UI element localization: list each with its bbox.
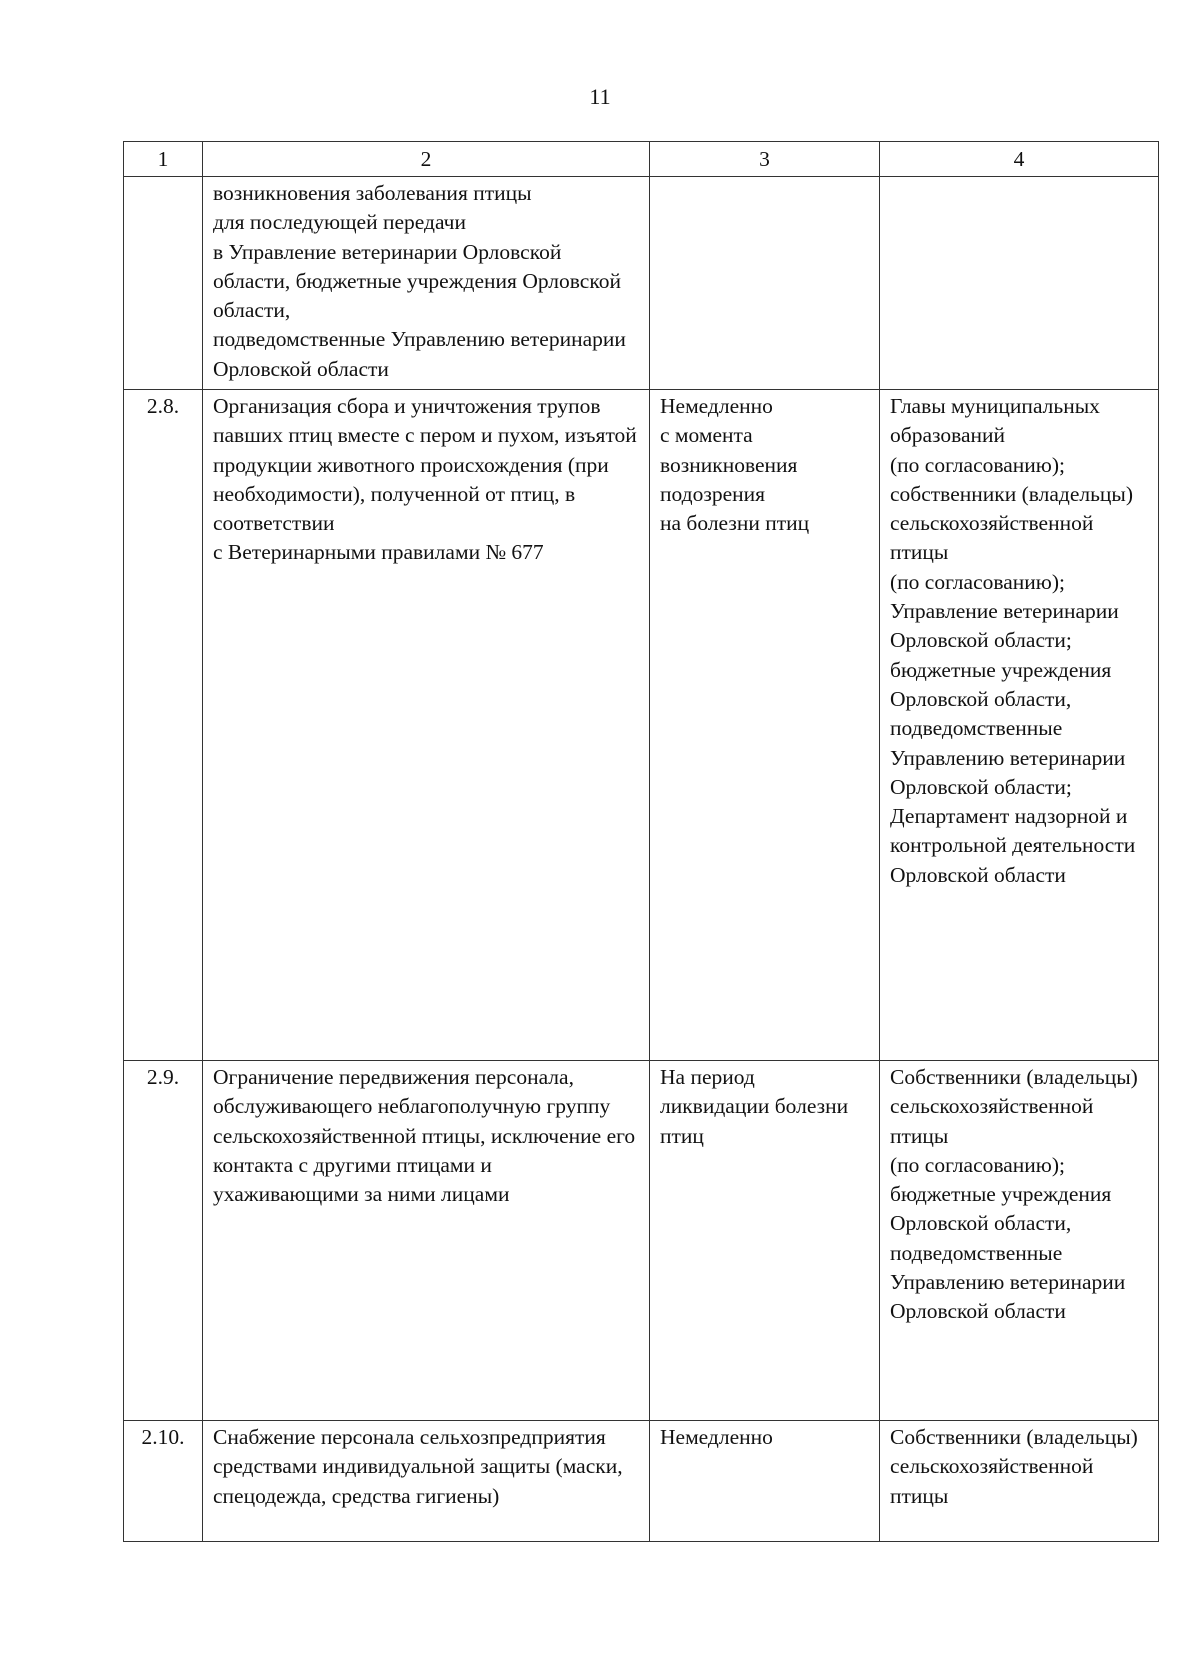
- table-row: [124, 177, 1159, 390]
- term-cell: Немедленно: [650, 1421, 880, 1542]
- row-number: [124, 177, 203, 390]
- term-cell: [650, 177, 880, 390]
- responsible-cell: Собственники (владельцы) сельскохозяйственной птицы (по согласованию); бюджетные учреждения Орловской области, подведомственные Управлению ветеринарии Орловской области: [880, 1061, 1159, 1421]
- column-header-1: 1: [124, 142, 203, 177]
- responsible-cell: Главы муниципальных образований (по согласованию); собственники (владельцы) сельскохозяйственной птицы (по согласованию); Управление ветеринарии Орловской области; бюджетные учреждения Орловской области, подведомственные Управлению ветеринарии Орловской области; Департамент надзорной и контрольной деятельности Орловской области: [880, 390, 1159, 1061]
- measures-table: [123, 141, 1159, 1542]
- term-cell: Немедленно с момента возникновения подозрения на болезни птиц: [650, 390, 880, 1061]
- responsible-cell: Собственники (владельцы) сельскохозяйственной птицы: [880, 1421, 1159, 1542]
- table-row: [124, 1061, 1159, 1421]
- measure-cell: Организация сбора и уничтожения трупов павших птиц вместе с пером и пухом, изъятой продукции животного происхождения (при необходимости), полученной от птиц, в соответствии с Ветеринарными правилами № 677: [203, 390, 650, 1061]
- column-header-3: 3: [650, 142, 880, 177]
- column-header-2: 2: [203, 142, 650, 177]
- responsible-cell: [880, 177, 1159, 390]
- page-number: 11: [589, 84, 611, 109]
- measure-cell: возникновения заболевания птицы для последующей передачи в Управление ветеринарии Орловской области, бюджетные учреждения Орловской области, подведомственные Управлению ветеринарии Орловской области: [203, 177, 650, 390]
- table-row: [124, 390, 1159, 1061]
- measure-cell: Снабжение персонала сельхозпредприятия средствами индивидуальной защиты (маски, спецодежда, средства гигиены): [203, 1421, 650, 1542]
- term-cell: На период ликвидации болезни птиц: [650, 1061, 880, 1421]
- table-row: [124, 1421, 1159, 1542]
- row-number: 2.9.: [124, 1061, 203, 1421]
- table-header-row: [124, 142, 1159, 177]
- measure-cell: Ограничение передвижения персонала, обслуживающего неблагополучную группу сельскохозяйственной птицы, исключение его контакта с другими птицами и ухаживающими за ними лицами: [203, 1061, 650, 1421]
- column-header-4: 4: [880, 142, 1159, 177]
- row-number: 2.10.: [124, 1421, 203, 1542]
- row-number: 2.8.: [124, 390, 203, 1061]
